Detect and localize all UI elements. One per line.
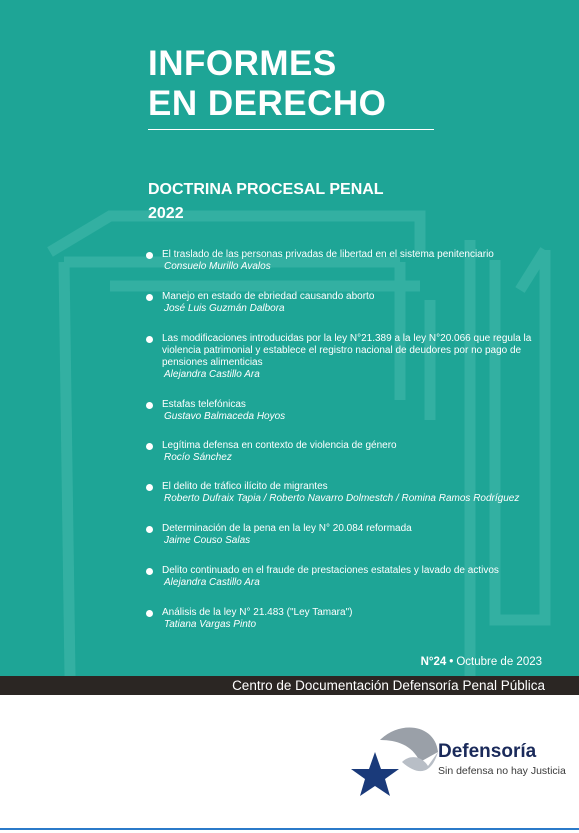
article-author: Alejandra Castillo Ara (164, 577, 260, 588)
bullet-icon (146, 402, 153, 409)
article-author: Roberto Dufraix Tapia / Roberto Navarro Dolmestch / Romina Ramos Rodríguez (164, 493, 520, 504)
title-line-1: INFORMES (148, 44, 337, 83)
article-item (146, 523, 546, 547)
article-title: Las modificaciones introducidas por la ley N°21.389 a la ley N°20.066 que regula la violencia patrimonial y establece el registro nacional de deudores por no pago de pensiones alimenticias (162, 333, 532, 368)
bullet-icon (146, 443, 153, 450)
article-title: Manejo en estado de ebriedad causando aborto (162, 291, 375, 302)
article-item (146, 481, 546, 505)
article-title: Delito continuado en el fraude de prestaciones estatales y lavado de activos (162, 565, 499, 576)
article-title: Legítima defensa en contexto de violencia de género (162, 440, 397, 451)
article-item (146, 249, 546, 273)
article-author: Tatiana Vargas Pinto (164, 619, 257, 630)
publication-title (148, 44, 386, 124)
footer-band (0, 676, 579, 695)
article-author: Alejandra Castillo Ara (164, 369, 260, 380)
bullet-icon (146, 252, 153, 259)
article-title: El delito de tráfico ilícito de migrantes (162, 481, 328, 492)
article-item (146, 607, 546, 631)
title-divider (148, 129, 434, 130)
issue-number: N°24 (420, 656, 447, 668)
bullet-icon (146, 610, 153, 617)
bullet-icon (146, 294, 153, 301)
subtitle-line-2: 2022 (148, 205, 184, 222)
bottom-accent-line (0, 828, 579, 830)
article-item (146, 565, 546, 589)
issue-separator: • (449, 656, 454, 668)
article-author: Consuelo Murillo Avalos (164, 261, 271, 272)
brand-tagline: Sin defensa no hay Justicia (438, 765, 566, 777)
article-list (146, 249, 546, 631)
article-author: Jaime Couso Salas (164, 535, 251, 546)
article-title: El traslado de las personas privadas de libertad en el sistema penitenciario (162, 249, 494, 260)
article-title: Estafas telefónicas (162, 399, 246, 410)
title-line-2: EN DERECHO (148, 84, 387, 123)
bullet-icon (146, 336, 153, 343)
subtitle-line-1: DOCTRINA PROCESAL PENAL (148, 181, 384, 198)
article-author: Gustavo Balmaceda Hoyos (164, 411, 286, 422)
bullet-icon (146, 568, 153, 575)
footer-band-text: Centro de Documentación Defensoría Penal Pública (232, 678, 545, 693)
issue-line (421, 655, 542, 669)
article-author: Rocío Sánchez (164, 452, 232, 463)
article-item (146, 440, 546, 464)
brand-name: Defensoría (438, 741, 537, 762)
article-title: Determinación de la pena en la ley N° 20.084 reformada (162, 523, 412, 534)
issue-date: Octubre de 2023 (456, 656, 542, 668)
section-subtitle (148, 178, 384, 226)
article-item (146, 399, 546, 423)
bullet-icon (146, 484, 153, 491)
article-item (146, 333, 546, 381)
bullet-icon (146, 526, 153, 533)
article-item (146, 291, 546, 315)
article-title: Análisis de la ley N° 21.483 ("Ley Tamara") (162, 607, 353, 618)
article-author: José Luis Guzmán Dalbora (164, 303, 285, 314)
